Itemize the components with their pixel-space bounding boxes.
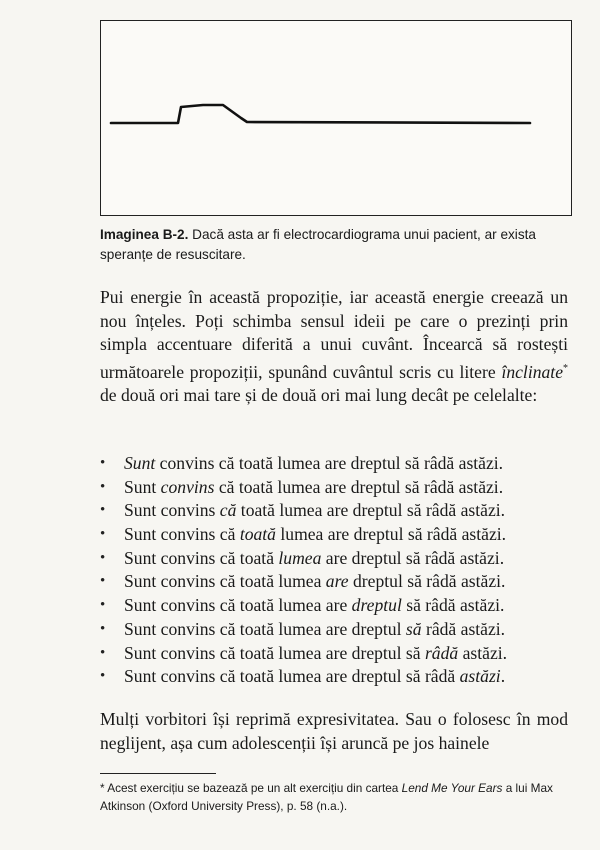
- sentence-text-end: convins că toată lumea are dreptul să râdă astăzi.: [155, 453, 504, 473]
- sentence-text-end: râdă astăzi.: [421, 618, 506, 639]
- list-item: [100, 523, 570, 547]
- sentence-text: Sunt convins că toată: [124, 547, 279, 568]
- sentence-emphasis: are: [325, 571, 349, 592]
- emphasis-sentence-list: [100, 452, 570, 689]
- bullet-icon: •: [100, 478, 106, 495]
- sentence-text: Sunt convins că toată lumea are dreptul să râdă: [124, 666, 460, 687]
- sentence-text-end: astăzi.: [458, 642, 508, 663]
- sentence-text: Sunt convins că toată lumea are dreptul: [124, 618, 406, 639]
- bullet-icon: •: [100, 668, 106, 685]
- sentence-text: Sunt: [124, 476, 161, 497]
- ecg-figure: [100, 20, 572, 216]
- bullet-icon: •: [100, 620, 106, 637]
- sentence-emphasis: astăzi: [459, 666, 501, 687]
- list-item: [100, 452, 570, 476]
- bullet-icon: •: [100, 573, 106, 590]
- bullet-icon: •: [100, 502, 106, 519]
- list-item: [100, 570, 570, 594]
- sentence-text-end: lumea are dreptul să râdă astăzi.: [275, 524, 507, 545]
- sentence-text-end: că toată lumea are dreptul să râdă astăzi.: [214, 476, 504, 497]
- footnote-reference: *: [563, 362, 568, 374]
- footnote-mark: *: [100, 781, 105, 795]
- bullet-icon: •: [100, 526, 106, 543]
- sentence-emphasis: că: [219, 500, 237, 521]
- sentence-emphasis: lumea: [278, 547, 322, 568]
- footnote-book-title: Lend Me Your Ears: [401, 781, 503, 795]
- bullet-icon: •: [100, 549, 106, 566]
- list-item: [100, 499, 570, 523]
- sentence-text: Sunt convins că: [124, 524, 240, 545]
- list-item: [100, 642, 570, 666]
- sentence-emphasis: toată: [239, 524, 276, 545]
- bullet-icon: •: [100, 597, 106, 614]
- paragraph-intro-emphasis: înclinate: [501, 361, 563, 382]
- paragraph-intro-text-end: de două ori mai tare și de două ori mai lung decât pe celelalte:: [100, 384, 538, 405]
- list-item: [100, 476, 570, 500]
- sentence-text: Sunt convins că toată lumea: [124, 571, 326, 592]
- sentence-emphasis: convins: [160, 476, 215, 497]
- list-item: [100, 594, 570, 618]
- paragraph-intro-text: Pui energie în această propoziție, iar această energie creează un nou înțeles. Poți schimba sensul ideii pe care o prezinți prin simpla accentuare diferită a unui cuvânt. Încearcă să rostești următoarele propoziții, spunând cuvântul scris cu litere: [100, 287, 568, 382]
- sentence-emphasis: râdă: [424, 642, 459, 663]
- ecg-line-drawing: [101, 21, 573, 217]
- paragraph-expressivity-text: Mulți vorbitori își reprimă expresivitatea. Sau o folosesc în mod neglijent, așa cum adolescenții își aruncă pe jos hainele: [100, 709, 568, 753]
- footnote: [100, 779, 568, 815]
- sentence-text: Sunt convins: [124, 500, 220, 521]
- sentence-text-end: are dreptul să râdă astăzi.: [321, 547, 505, 568]
- bullet-icon: •: [100, 644, 106, 661]
- bullet-icon: •: [100, 455, 106, 471]
- caption-label: Imaginea B-2.: [100, 227, 189, 242]
- list-item: [100, 665, 570, 689]
- sentence-text-end: toată lumea are dreptul să râdă astăzi.: [236, 500, 506, 521]
- list-item: [100, 547, 570, 571]
- sentence-text-end: .: [500, 666, 506, 687]
- paragraph-expressivity: [100, 708, 568, 755]
- sentence-text: Sunt convins că toată lumea are dreptul să: [124, 642, 425, 663]
- footnote-text: Acest exercițiu se bazează pe un alt exercițiu din cartea: [104, 781, 402, 795]
- paragraph-intro: [100, 286, 568, 407]
- sentence-text-end: dreptul să râdă astăzi.: [348, 571, 506, 592]
- sentence-text-end: să râdă astăzi.: [401, 595, 505, 616]
- sentence-emphasis: Sunt: [124, 453, 156, 473]
- sentence-text: Sunt convins că toată lumea are: [124, 595, 352, 616]
- sentence-emphasis: dreptul: [351, 595, 402, 616]
- caption-text: Dacă asta ar fi electrocardiograma unui pacient, ar exista speranțe de resuscitare.: [100, 227, 536, 262]
- list-item: [100, 618, 570, 642]
- footnote-divider: [100, 773, 216, 774]
- footnote-text-end: a lui Max Atkinson (Oxford University Press), p. 58 (n.a.).: [100, 781, 553, 813]
- figure-caption: [100, 225, 570, 265]
- sentence-emphasis: să: [405, 618, 422, 639]
